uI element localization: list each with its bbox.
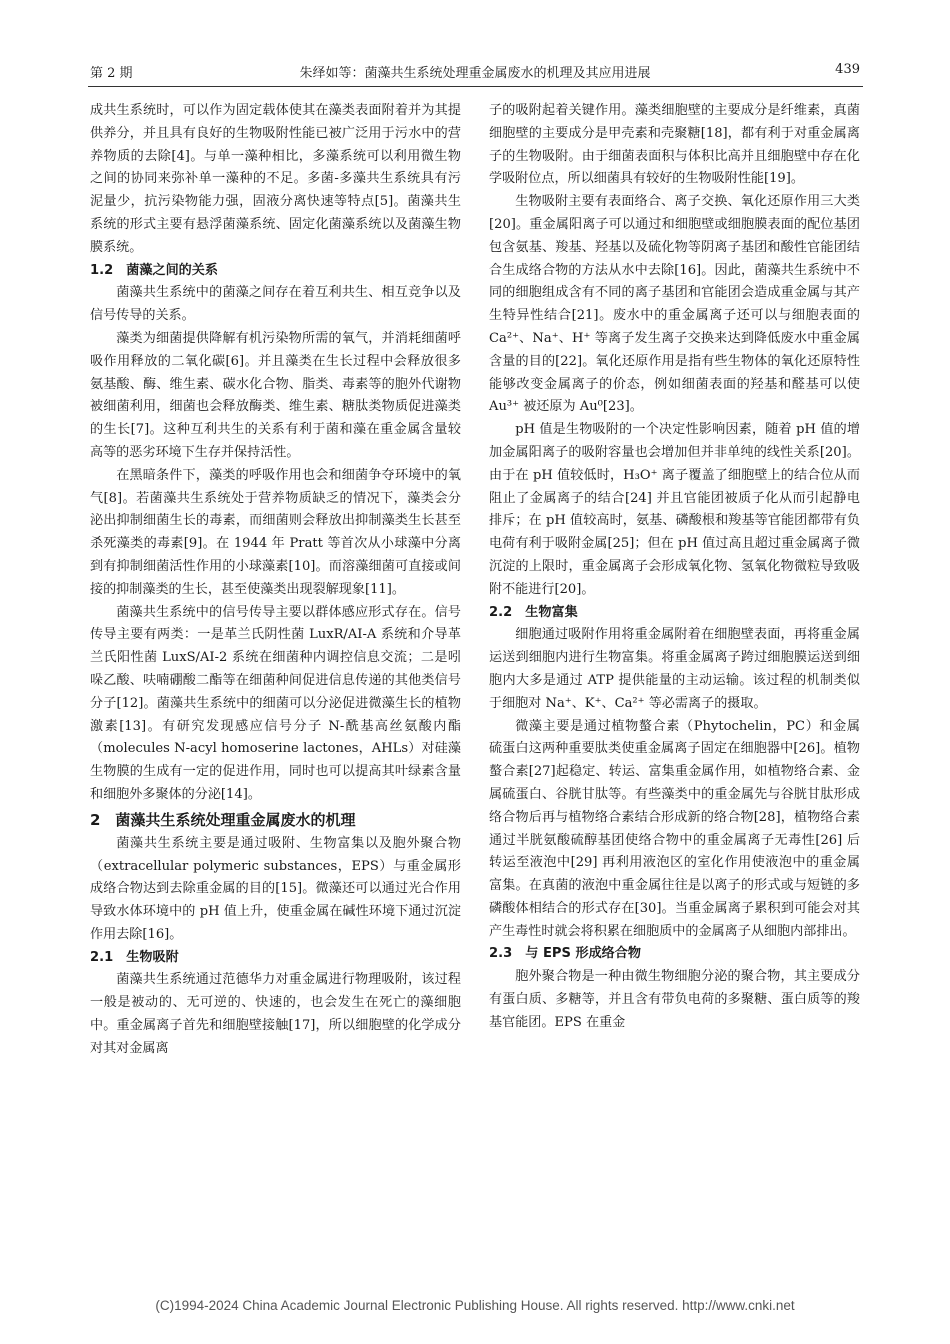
section-heading-2-1: 2.1 生物吸附 [90,949,179,965]
section-heading-2-3: 2.3 与 EPS 形成络合物 [489,946,641,962]
section-heading-2-2: 2.2 生物富集 [489,604,578,620]
paragraph: 菌藻共生系统中的菌藻之间存在着互利共生、相互竞争以及信号传导的关系。 [90,285,461,324]
paragraph: 子的吸附起着关键作用。藻类细胞壁的主要成分是纤维素，真菌细胞壁的主要成分是甲壳素和壳聚糖[18]，都有利于对重金属离子的生物吸附。由于细菌表面积与体积比高并且细胞壁中存在化学吸附位点，所以细菌具有较好的生物吸附性能[19]。 [489,103,860,187]
section-heading-1-2: 1.2 菌藻之间的关系 [90,262,218,278]
paragraph: pH 值是生物吸附的一个决定性影响因素，随着 pH 值的增加金属阳离子的吸附容量也会增加但并非单纯的线性关系[20]。由于在 pH 值较低时，H₃O⁺ 离子覆盖了细胞壁上的结合位从而阻止了金属离子的结合[24] 并且官能团被质子化从而引起静电排斥；在 pH 值较高时，氨基、磷酸根和羧基等官能团都带有负电荷有利于吸附金属[25]；但在 pH 值过高且超过重金属离子微沉淀的上限时，重金属离子会形成氧化物、氢氧化物微粒导致吸附不能进行[20]。 [489,422,860,597]
paragraph: 细胞通过吸附作用将重金属附着在细胞壁表面，再将重金属运送到细胞内进行生物富集。将重金属离子跨过细胞膜运送到细胞内大多是通过 ATP 提供能量的主动运输。该过程的机制类似于细胞对 Na⁺、K⁺、Ca²⁺ 等必需离子的摄取。 [489,627,860,711]
paragraph: 在黑暗条件下，藻类的呼吸作用也会和细菌争夺环境中的氧气[8]。若菌藻共生系统处于营养物质缺乏的情况下，藻类会分泌出抑制细菌生长的毒素，而细菌则会释放出抑制藻类生长甚至杀死藻类的毒素[9]。在 1944 年 Pratt 等首次从小球藻中分离到有抑制细菌活性作用的小球藻素[10]。而溶藻细菌可直接或间接的抑制藻类的生长，甚至使藻类出现裂解现象[11]。 [90,467,461,597]
running-title: 朱绎如等：菌藻共生系统处理重金属废水的机理及其应用进展 [299,66,651,81]
paragraph: 生物吸附主要有表面络合、离子交换、氧化还原作用三大类[20]。重金属阳离子可以通过和细胞壁或细胞膜表面的配位基团包含氨基、羧基、羟基以及硫化物等阴离子基团和酸性官能团结合生成络合物的方法从水中去除[16]。因此，菌藻共生系统中不同的细胞组成含有不同的离子基团和官能团会造成重金属与其产生特异性结合[21]。废水中的重金属离子还可以与细胞表面的 Ca²⁺、Na⁺、H⁺ 等离子发生离子交换来达到降低废水中重金属含量的目的[22]。氧化还原作用是指有些生物体的氧化还原特性能够改变金属离子的价态，例如细菌表面的羟基和醛基可以使 Au³⁺ 被还原为 Au⁰[23]。 [489,194,860,415]
issue-number: 第 2 期 [90,66,133,81]
paragraph: 菌藻共生系统中的信号传导主要以群体感应形式存在。信号传导主要有两类：一是革兰氏阴性菌 LuxR/AI-A 系统和介导革兰氏阳性菌 LuxS/AI-2 系统在细菌种内调控信息交流；二是吲哚乙酸、呋喃硼酸二酯等在细菌种间促进信息传递的其他类信号分子[12]。菌藻共生系统中的细菌可以分泌促进微藻生长的植物激素[13]。有研究发现感应信号分子 N-酰基高丝氨酸内酯（molecules N-acyl homoserine lactones，AHLs）对硅藻生物膜的生成有一定的促进作用，同时也可以提高其叶绿素含量和细胞外多聚体的分泌[14]。 [90,604,461,802]
paragraph: 菌藻共生系统主要是通过吸附、生物富集以及胞外聚合物（extracellular polymeric substances，EPS）与重金属形成络合物达到去除重金属的目的[15]。微藻还可以通过光合作用导致水体环境中的 pH 值上升，使重金属在碱性环境下通过沉淀作用去除[16]。 [90,835,461,942]
paragraph: 藻类为细菌提供降解有机污染物所需的氧气，并消耗细菌呼吸作用释放的二氧化碳[6]。并且藻类在生长过程中会释放很多氨基酸、酶、维生素、碳水化合物、脂类、毒素等的胞外代谢物被细菌利用，细菌也会释放酶类、维生素、糖肽类物质促进藻类的生长[7]。这种互利共生的关系有利于菌和藻在重金属含量较高等的恶劣环境下生存并保持活性。 [90,330,461,460]
paragraph: 菌藻共生系统通过范德华力对重金属进行物理吸附，该过程一般是被动的、无可逆的、快速的，也会发生在死亡的藻细胞中。重金属离子首先和细胞壁接触[17]，所以细胞壁的化学成分对其对金属离 [90,972,461,1056]
paragraph: 胞外聚合物是一种由微生物细胞分泌的聚合物，其主要成分有蛋白质、多糖等，并且含有带负电荷的多聚糖、蛋白质等的羧基官能团。EPS 在重金 [489,969,860,1030]
page-number: 439 [835,62,860,77]
copyright-footer: (C)1994-2024 China Academic Journal Electronic Publishing House. All rights reserved. http://www.cnki.net [155,1298,795,1313]
left-column [90,100,461,1061]
running-header [90,62,860,82]
right-column [489,100,860,1035]
paragraph: 成共生系统时，可以作为固定载体使其在藻类表面附着并为其提供养分，并且具有良好的生物吸附性能已被广泛用于污水中的营养物质的去除[4]。与单一藻种相比，多藻系统可以利用微生物之间的协同来弥补单一藻种的不足。多菌-多藻共生系统具有污泥量少，抗污染物能力强，固液分离快速等特点[5]。菌藻共生系统的形式主要有悬浮菌藻系统、固定化菌藻系统以及菌藻生物膜系统。 [90,103,461,255]
section-heading-2: 2 菌藻共生系统处理重金属废水的机理 [90,810,356,829]
header-rule [88,86,863,87]
paragraph: 微藻主要是通过植物螯合素（Phytochelin，PC）和金属硫蛋白这两种重要肽类使重金属离子固定在细胞器中[26]。植物螯合素[27]起稳定、转运、富集重金属作用，如植物络合素、金属硫蛋白、谷胱甘肽等。有些藻类中的重金属先与谷胱甘肽形成络合物后再与植物络合素结合形成新的络合物[28]，植物络合素通过半胱氨酸硫醇基团使络合物中的重金属离子无毒性[26] 后转运至液泡中[29] 再利用液泡区的室化作用使液泡中的重金属富集。在真菌的液泡中重金属往往是以离子的形式或与短链的多磷酸体相结合的形式存在[30]。当重金属离子累积到可能会对其产生毒性时就会将积累在细胞质中的金属离子从细胞内部排出。 [489,718,860,939]
